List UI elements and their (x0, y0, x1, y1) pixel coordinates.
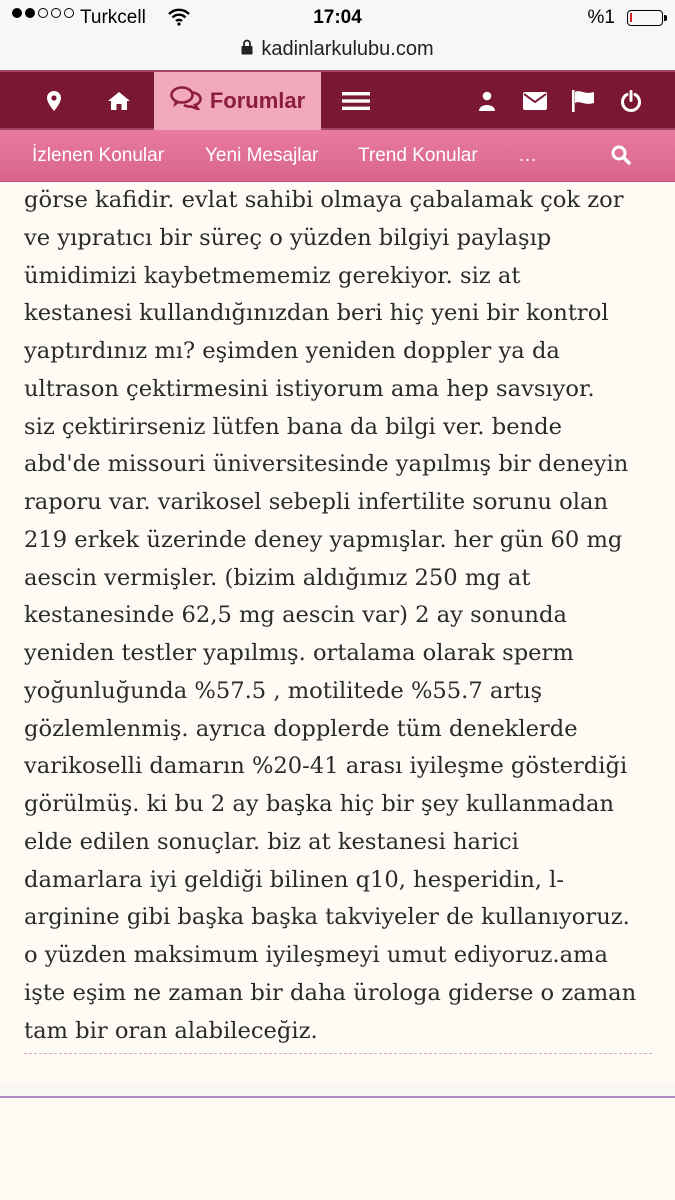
search-icon[interactable] (611, 145, 631, 171)
post-line: aescin vermişler. (bizim aldığımız 250 mg at (24, 564, 531, 591)
post-divider (24, 1053, 652, 1054)
nav-izlenen-konular[interactable]: İzlenen Konular (32, 145, 165, 166)
nav-more[interactable]: … (518, 145, 537, 166)
post-line: ultrason çektirmesini istiyorum ama hep savsıyor. (24, 375, 595, 402)
post-line: abd'de missouri üniversitesinde yapılmış bir deneyin (24, 451, 629, 478)
battery-icon (627, 10, 663, 26)
flag-icon[interactable] (569, 87, 597, 115)
envelope-icon[interactable] (521, 87, 549, 115)
post-line: yeniden testler yapılmış. ortalama olarak sperm (24, 640, 574, 666)
post-footer-band (0, 1083, 675, 1098)
battery-percent: %1 (587, 7, 615, 28)
tab-forumlar[interactable] (154, 72, 321, 130)
home-icon[interactable] (105, 87, 133, 115)
map-marker-icon[interactable] (40, 87, 68, 115)
menu-icon[interactable] (342, 87, 370, 115)
post-line: arginine gibi başka başka takviyeler de kullanıyoruz. (24, 904, 630, 931)
post-line: damarlara iyi geldiği bilinen q10, hesperidin, l- (24, 866, 565, 893)
post-line: varikoselli damarın %20-41 arası iyileşme gösterdiği (24, 753, 628, 780)
carrier-name: Turkcell (80, 7, 146, 28)
status-bar (0, 0, 675, 36)
nav-trend-konular[interactable]: Trend Konular (358, 145, 478, 166)
post-line: görülmüş. ki bu 2 ay başka hiç bir şey kullanmadan (24, 791, 615, 817)
url-text: kadinlarkulubu.com (261, 38, 434, 60)
post-line: gözlemlenmiş. ayrıca dopplerde tüm deneklerde (24, 715, 578, 742)
post-line: siz çektirirseniz lütfen bana da bilgi ver. bende (24, 413, 562, 440)
clock: 17:04 (313, 7, 362, 28)
post-line: kestanesinde 62,5 mg aescin var) 2 ay sonunda (24, 602, 567, 629)
nav-yeni-mesajlar[interactable]: Yeni Mesajlar (205, 145, 319, 166)
post-line: yaptırdınız mı? eşimden yeniden doppler ya da (24, 338, 560, 364)
post-line: işte eşim ne zaman bir daha ürologa giderse o zaman (24, 979, 637, 1006)
user-icon[interactable] (473, 87, 501, 115)
post-body (24, 182, 664, 1050)
post-line: tam bir oran alabileceğiz. (24, 1017, 318, 1044)
top-nav (0, 70, 675, 130)
power-icon[interactable] (617, 87, 645, 115)
post-line: elde edilen sonuçlar. biz at kestanesi harici (24, 828, 519, 855)
address-bar[interactable] (0, 36, 675, 70)
post-line: ümidimizi kaybetmememiz gerekiyor. siz at (24, 262, 521, 289)
post-line: o yüzden maksimum iyileşmeyi umut ediyoruz.ama (24, 942, 608, 968)
lock-icon (241, 38, 253, 61)
chat-bubbles-icon (170, 86, 202, 116)
post-line: ve yıpratıcı bir süreç o yüzden bilgiyi paylaşıp (24, 224, 552, 251)
post-line: raporu var. varikosel sebepli infertilite sorunu olan (24, 489, 608, 515)
post-line: görse kafidir. evlat sahibi olmaya çabalamak çok zor (24, 187, 624, 213)
forum-label: Forumlar (209, 88, 306, 113)
sub-nav (0, 130, 675, 182)
post-line: kestanesi kullandığınızdan beri hiç yeni bir kontrol (24, 300, 609, 327)
post-line: yoğunluğunda %57.5 , motilitede %55.7 artış (24, 677, 543, 704)
post-line: 219 erkek üzerinde deney yapmışlar. her gün 60 mg (24, 526, 623, 553)
